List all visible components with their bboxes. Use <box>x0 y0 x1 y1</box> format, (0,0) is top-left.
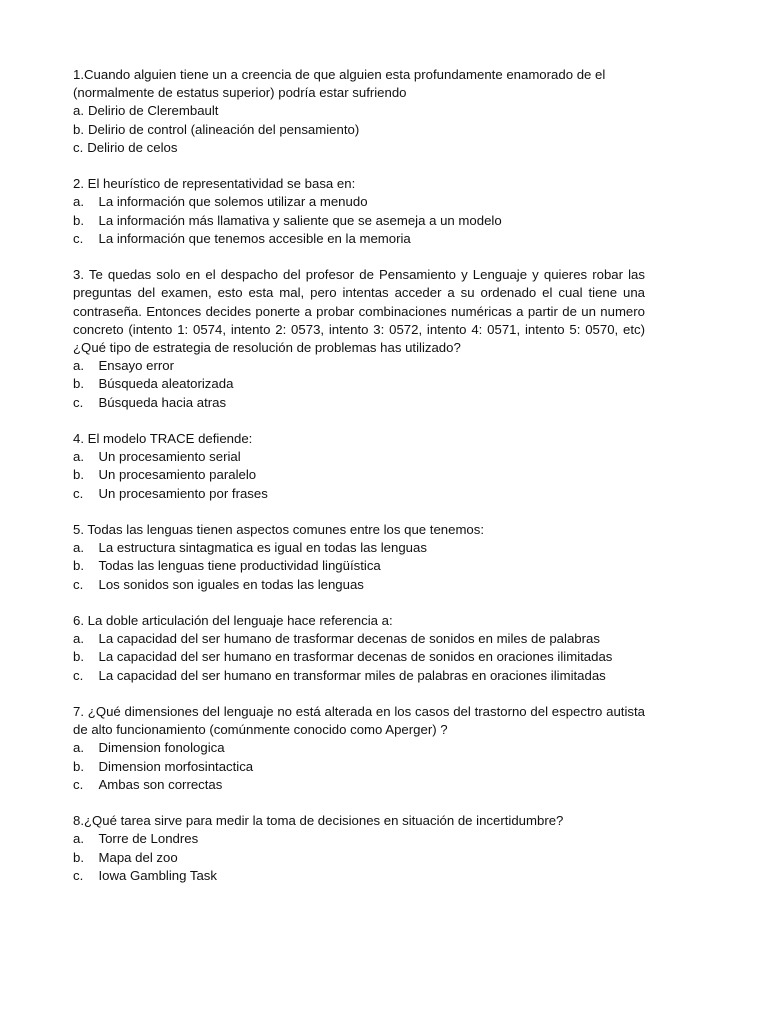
option-text: Ambas son correctas <box>98 776 223 792</box>
option-a <box>73 739 645 757</box>
option-text: Búsqueda aleatorizada <box>98 376 234 392</box>
option-letter: a. <box>73 449 84 465</box>
option-list <box>73 448 645 503</box>
option-c <box>73 139 645 157</box>
option-letter: c. <box>73 139 84 155</box>
option-letter: c. <box>73 867 84 883</box>
option-list <box>73 830 645 885</box>
option-letter: a. <box>73 103 84 119</box>
option-text: La información que solemos utilizar a menudo <box>98 194 368 210</box>
option-letter: b. <box>73 758 84 774</box>
question-text: 4. El modelo TRACE defiende: <box>73 431 253 447</box>
option-text: Un procesamiento serial <box>98 449 241 465</box>
question-4 <box>73 430 645 503</box>
option-letter: c. <box>73 394 84 410</box>
option-text: Delirio de celos <box>87 139 178 155</box>
option-text: La capacidad del ser humano de trasformar decenas de sonidos en miles de palabras <box>98 631 600 647</box>
option-c <box>73 867 645 885</box>
question-text: 1.Cuando alguien tiene un a creencia de que alguien esta profundamente enamorado de el (normalmente de estatus superior) podría estar sufriendo <box>73 67 606 101</box>
option-c <box>73 394 645 412</box>
option-text: Dimension fonologica <box>98 740 225 756</box>
option-b <box>73 758 645 776</box>
option-text: Dimension morfosintactica <box>98 758 254 774</box>
option-b <box>73 466 645 484</box>
option-text: Delirio de control (alineación del pensamiento) <box>88 121 360 137</box>
question-text: 2. El heurístico de representatividad se basa en: <box>73 176 356 192</box>
option-text: Torre de Londres <box>98 831 199 847</box>
option-a <box>73 193 645 211</box>
option-b <box>73 849 645 867</box>
option-list <box>73 539 645 594</box>
question-text: 8.¿Qué tarea sirve para medir la toma de decisiones en situación de incertidumbre? <box>73 813 564 829</box>
question-8 <box>73 812 645 885</box>
question-text: 3. Te quedas solo en el despacho del profesor de Pensamiento y Lenguaje y quieres robar las preguntas del examen, esto esta mal, pero intentas acceder a su ordenado el cual tiene una contraseña. Entonces decides ponerte a probar combinaciones numéricas a partir de un numero concreto (intento 1: 0574, intento 2: 0573, intento 3: 0572, intento 4: 0571, intento 5: 0570, etc) ¿Qué tipo de estrategia de resolución de problemas has utilizado? <box>73 267 645 356</box>
question-2 <box>73 175 645 248</box>
question-7 <box>73 703 645 794</box>
option-a <box>73 357 645 375</box>
option-letter: b. <box>73 467 84 483</box>
option-text: La información que tenemos accesible en la memoria <box>98 230 411 246</box>
option-text: Los sonidos son iguales en todas las lenguas <box>98 576 364 592</box>
option-c <box>73 485 645 503</box>
option-letter: a. <box>73 831 84 847</box>
option-text: La información más llamativa y saliente que se asemeja a un modelo <box>98 212 502 228</box>
question-text: 6. La doble articulación del lenguaje hace referencia a: <box>73 613 393 629</box>
option-text: Iowa Gambling Task <box>98 867 217 883</box>
question-text: 5. Todas las lenguas tienen aspectos comunes entre los que tenemos: <box>73 522 485 538</box>
option-b <box>73 648 645 666</box>
option-letter: a. <box>73 358 84 374</box>
option-b <box>73 557 645 575</box>
option-letter: b. <box>73 849 84 865</box>
option-c <box>73 576 645 594</box>
option-c <box>73 230 645 248</box>
option-c <box>73 667 645 685</box>
option-a <box>73 630 645 648</box>
option-list <box>73 739 645 794</box>
option-list <box>73 193 645 248</box>
option-letter: c. <box>73 776 84 792</box>
option-a <box>73 102 645 120</box>
option-list <box>73 357 645 412</box>
option-a <box>73 448 645 466</box>
option-a <box>73 539 645 557</box>
option-letter: c. <box>73 485 84 501</box>
option-letter: b. <box>73 121 84 137</box>
option-a <box>73 830 645 848</box>
option-text: Delirio de Clerembault <box>88 103 219 119</box>
document-page <box>73 66 645 903</box>
question-text: 7. ¿Qué dimensiones del lenguaje no está alterada en los casos del trastorno del espectro autista de alto funcionamiento (comúnmente conocido como Aperger) ? <box>73 704 645 738</box>
option-letter: a. <box>73 740 84 756</box>
option-letter: c. <box>73 576 84 592</box>
option-letter: c. <box>73 667 84 683</box>
question-6 <box>73 612 645 685</box>
option-text: Todas las lenguas tiene productividad lingüística <box>98 558 381 574</box>
option-b <box>73 375 645 393</box>
option-text: Un procesamiento paralelo <box>98 467 257 483</box>
option-letter: b. <box>73 649 84 665</box>
question-1 <box>73 66 645 157</box>
option-letter: b. <box>73 558 84 574</box>
option-letter: c. <box>73 230 84 246</box>
option-b <box>73 212 645 230</box>
option-text: Ensayo error <box>98 358 174 374</box>
option-letter: b. <box>73 212 84 228</box>
option-letter: a. <box>73 194 84 210</box>
option-text: La capacidad del ser humano en trasformar decenas de sonidos en oraciones ilimitadas <box>98 649 613 665</box>
option-text: La estructura sintagmatica es igual en todas las lenguas <box>98 540 427 556</box>
question-3 <box>73 266 645 412</box>
option-letter: a. <box>73 540 84 556</box>
option-list <box>73 102 645 157</box>
option-c <box>73 776 645 794</box>
option-list <box>73 630 645 685</box>
option-text: Un procesamiento por frases <box>98 485 268 501</box>
option-b <box>73 121 645 139</box>
question-5 <box>73 521 645 594</box>
option-text: Mapa del zoo <box>98 849 178 865</box>
option-text: Búsqueda hacia atras <box>98 394 227 410</box>
option-letter: a. <box>73 631 84 647</box>
option-letter: b. <box>73 376 84 392</box>
option-text: La capacidad del ser humano en transformar miles de palabras en oraciones ilimitadas <box>98 667 606 683</box>
